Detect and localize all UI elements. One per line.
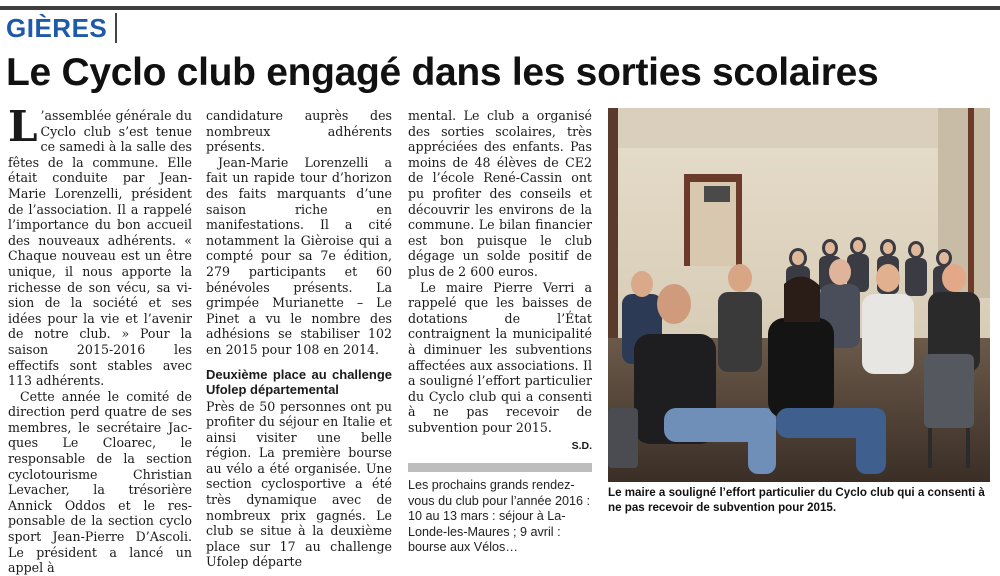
- photo-caption: Le maire a souligné l’effort particulier du Cyclo club qui a consenti à ne pas recevoir de subvention pour 2015.: [608, 486, 985, 514]
- paragraph: mental. Le club a organisé des sorties scolaires, très appréciées des enfants. Pas moins de 48 élèves de CE2 de l’école René-Cassin ont pu profiter des conseils et découvrir les environs de la commune. Le bilan financier est bon puisque le club dégage un solde positif de plus de 2 600 euros.: [408, 108, 592, 279]
- meeting-photo-illustration: [608, 108, 990, 482]
- paragraph: Près de 50 personnes ont pu profiter du séjour en Italie et ainsi visiter une belle région. La première bourse au vélo a été organisée. Une section cyclosportive a été très dynamique avec de nombreux prix gagnés. Le club se situe à la deuxième place sur 17 au challenge Ufolep départe: [206, 398, 392, 570]
- info-box-separator: [408, 463, 592, 472]
- article-column-1: [8, 102, 192, 576]
- paragraph: Cette année le comité de direction perd quatre de ses membres, le secrétaire Jacques Le Cloarec, le responsable de la section cyclotourisme Christian Levacher, la trésorière Annick Oddos et le responsable de la section cyclo sport Jean-Pierre D’Ascoli. Le président a lancé un appel à: [8, 388, 192, 576]
- author-signature: S.D.: [571, 440, 592, 453]
- paragraph: candidature auprès des nombreux adhérents présents.: [206, 108, 392, 155]
- top-rule: [0, 6, 1000, 10]
- paragraph: [8, 102, 192, 389]
- article-column-2: [206, 108, 392, 570]
- info-box: Les prochains grands rendez-vous du club pour l’année 2016 : 10 au 13 mars : séjour à La-Londe-les-Maures ; 9 avril : bourse aux Vélos…: [408, 478, 591, 555]
- paragraph-text: ’assemblée générale du Cyclo club s’est tenue ce samedi à la salle des fêtes de la commune. Elle était conduite par Jean-Marie Lorenzelli, président de l’association. Il a rappelé l’importance du bon accueil des nouveaux adhérents. « Chaque nouveau est un être unique, il nous apporte la richesse de son vécu, sa vision de la société et ses idées pour la vie et l’avenir de notre club. » Pour la saison 2015-2016 les effectifs sont stables avec 113 adhérents.: [8, 108, 192, 389]
- paragraph: Jean-Marie Lorenzelli a fait un rapide tour d’horizon des faits marquants d’une saison riche en manifestations. Il a cité notamment la Gièroise qui a compté pour sa 7e édition, 279 participants et 60 bénévoles présents. La grimpée Murianette – Le Pinet a vu le nombre des adhésions se stabiliser 102 en 2015 pour 108 en 2014.: [206, 154, 392, 357]
- drop-cap: L: [8, 102, 38, 151]
- article-column-3: [408, 108, 592, 555]
- section-kicker: GIÈRES: [6, 13, 117, 43]
- headline: Le Cyclo club engagé dans les sorties scolaires: [6, 51, 879, 94]
- subheading: Deuxième place au challenge Ufolep départemental: [206, 366, 392, 397]
- paragraph: Le maire Pierre Verri a rappelé que les baisses de dotations de l’État contraignent la municipalité à diminuer les subventions affectées aux associations. Il a souligné l’effort particulier du Cyclo club qui a consenti à ne pas recevoir de subvention pour 2015.: [408, 279, 592, 435]
- meeting-photo: [608, 108, 990, 482]
